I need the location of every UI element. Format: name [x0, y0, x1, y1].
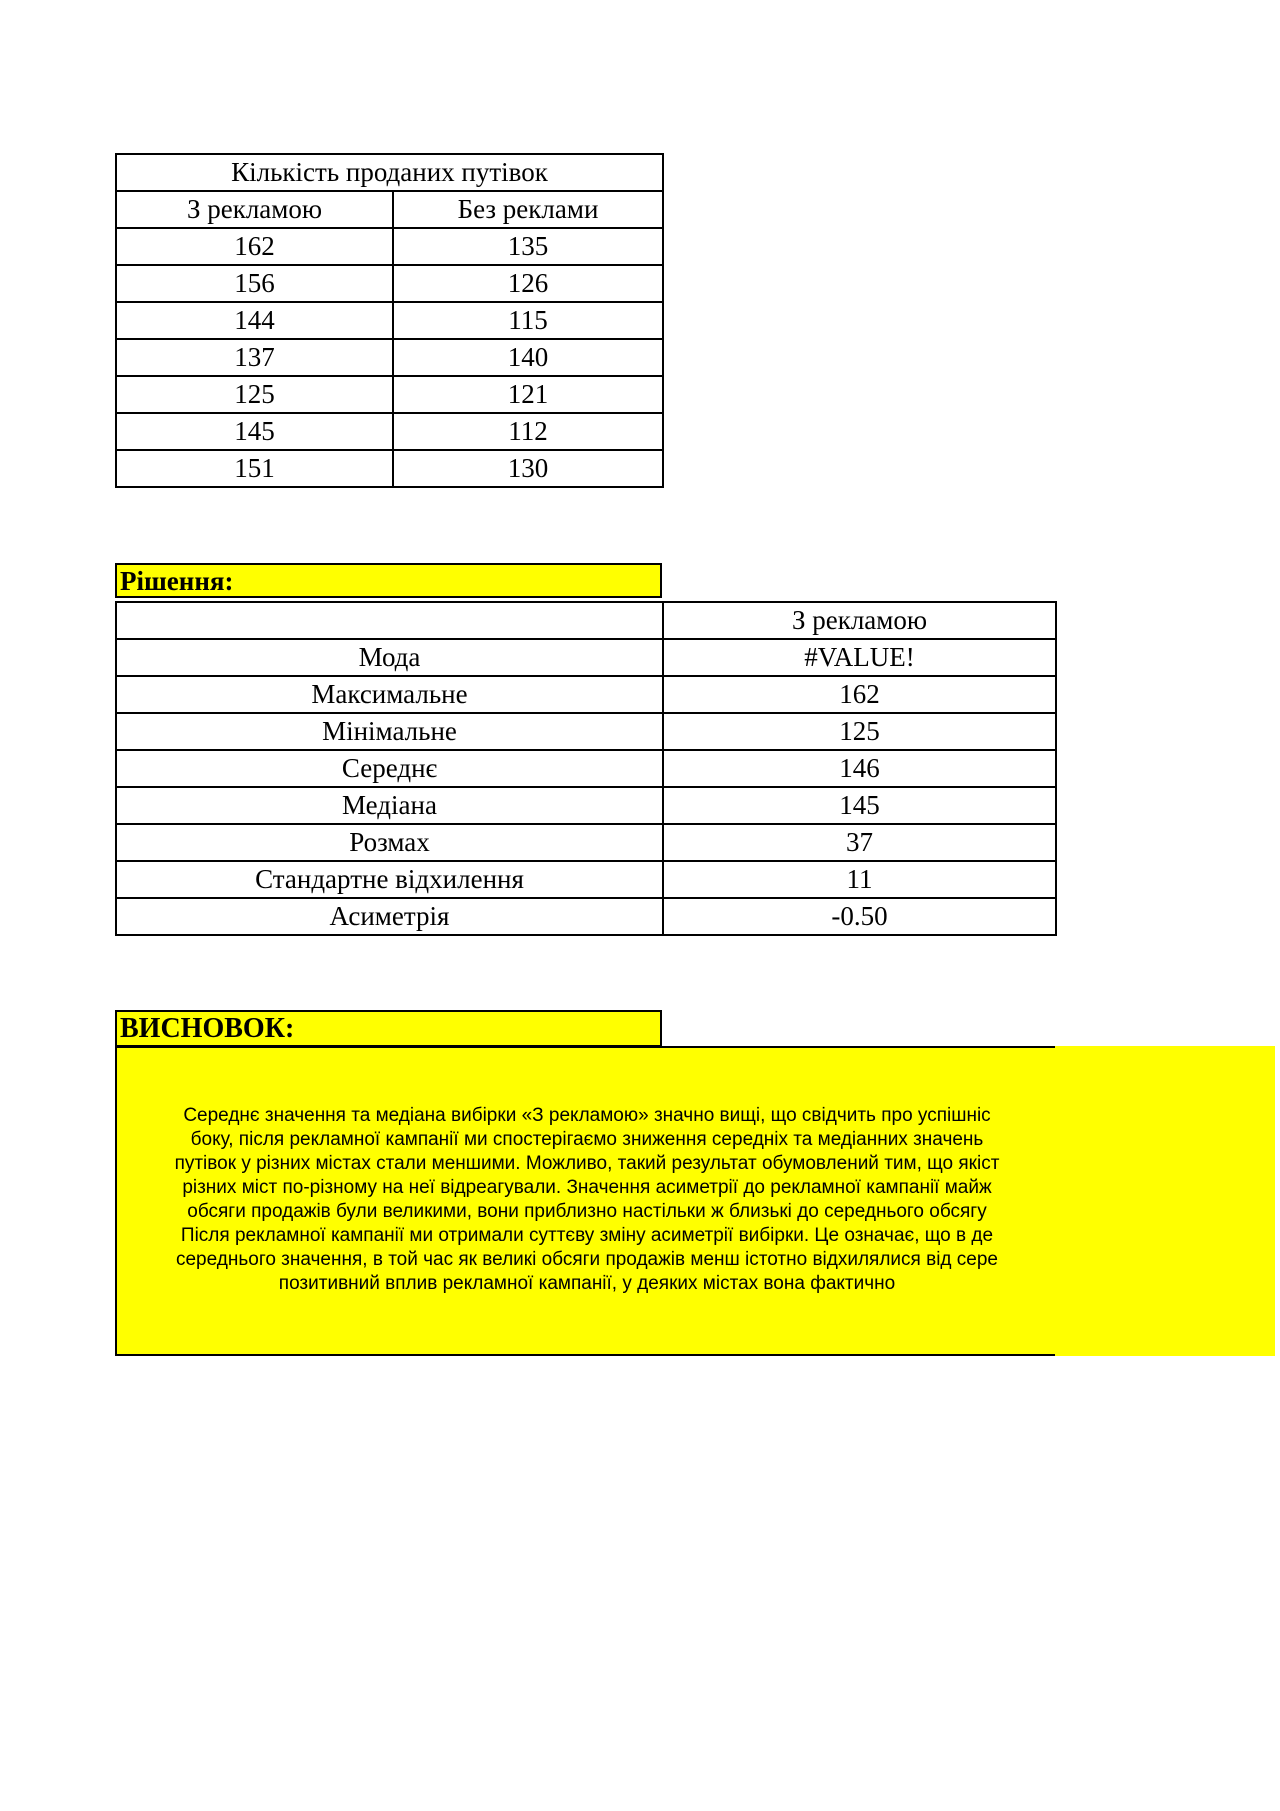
table-row [116, 228, 663, 265]
conclusion-text [115, 1104, 1055, 1296]
column-header-without-ads: Без реклами [393, 191, 663, 228]
cell-without-ads: 135 [393, 228, 663, 265]
table-row [116, 787, 1056, 824]
table-row [116, 898, 1056, 935]
stat-label: Максимальне [116, 676, 663, 713]
column-header-with-ads: З рекламою [116, 191, 393, 228]
cell-with-ads: 125 [116, 376, 393, 413]
cell-with-ads: 144 [116, 302, 393, 339]
stat-label: Мінімальне [116, 713, 663, 750]
sales-table-title: Кількість проданих путівок [116, 154, 663, 191]
stat-value: 146 [663, 750, 1056, 787]
table-row [116, 750, 1056, 787]
table-row [116, 639, 1056, 676]
cell-without-ads: 130 [393, 450, 663, 487]
cell-without-ads: 121 [393, 376, 663, 413]
statistics-table [115, 601, 1057, 936]
cell-with-ads: 137 [116, 339, 393, 376]
stat-label: Розмах [116, 824, 663, 861]
conclusion-line: обсяги продажів були великими, вони приблизно настільки ж близькі до середнього обсягу [187, 1201, 987, 1222]
cell-with-ads: 156 [116, 265, 393, 302]
stat-label: Медіана [116, 787, 663, 824]
solution-heading: Рішення: [115, 563, 662, 598]
conclusion-cell [115, 1046, 1055, 1356]
table-row [116, 302, 663, 339]
cell-with-ads: 162 [116, 228, 393, 265]
table-row [116, 450, 663, 487]
cell-without-ads: 126 [393, 265, 663, 302]
cell-without-ads: 115 [393, 302, 663, 339]
conclusion-overflow-fill [1055, 1046, 1275, 1356]
conclusion-line: боку, після рекламної кампанії ми спостерігаємо зниження середніх та медіанних значень [190, 1129, 984, 1150]
empty-header-cell [116, 602, 663, 639]
conclusion-line: середнього значення, в той час як великі обсяги продажів менш істотно відхилялися від сере [175, 1249, 998, 1270]
conclusion-line: Середнє значення та медіана вибірки «З рекламою» значно вищі, що свідчить про успішніс [183, 1105, 991, 1126]
cell-without-ads: 140 [393, 339, 663, 376]
table-row [116, 713, 1056, 750]
stat-value: 125 [663, 713, 1056, 750]
table-row [116, 824, 1056, 861]
stat-value: 145 [663, 787, 1056, 824]
stat-label: Мода [116, 639, 663, 676]
cell-without-ads: 112 [393, 413, 663, 450]
conclusion-line: Після рекламної кампанії ми отримали суттєву зміну асиметрії вибірки. Це означає, що в де [180, 1225, 994, 1246]
stat-value: 162 [663, 676, 1056, 713]
stat-label: Асиметрія [116, 898, 663, 935]
stat-value: 37 [663, 824, 1056, 861]
table-row [116, 413, 663, 450]
conclusion-line: путівок у різних містах стали меншими. Можливо, такий результат обумовлений тим, що якіст [174, 1153, 1000, 1174]
table-row [116, 339, 663, 376]
stats-column-header: З рекламою [663, 602, 1056, 639]
conclusion-line: різних міст по-різному на неї відреагували. Значення асиметрії до рекламної кампанії майж [182, 1177, 992, 1198]
table-row [116, 861, 1056, 898]
stat-value: 11 [663, 861, 1056, 898]
table-row [116, 376, 663, 413]
conclusion-line: позитивний вплив рекламної кампанії, у деяких містах вона фактично [278, 1273, 896, 1294]
cell-with-ads: 151 [116, 450, 393, 487]
cell-with-ads: 145 [116, 413, 393, 450]
table-row [116, 676, 1056, 713]
stat-label: Стандартне відхилення [116, 861, 663, 898]
stat-label: Середнє [116, 750, 663, 787]
sales-table [115, 153, 664, 488]
conclusion-heading: ВИСНОВОК: [115, 1010, 662, 1047]
table-row [116, 265, 663, 302]
stat-value: -0.50 [663, 898, 1056, 935]
stat-value: #VALUE! [663, 639, 1056, 676]
